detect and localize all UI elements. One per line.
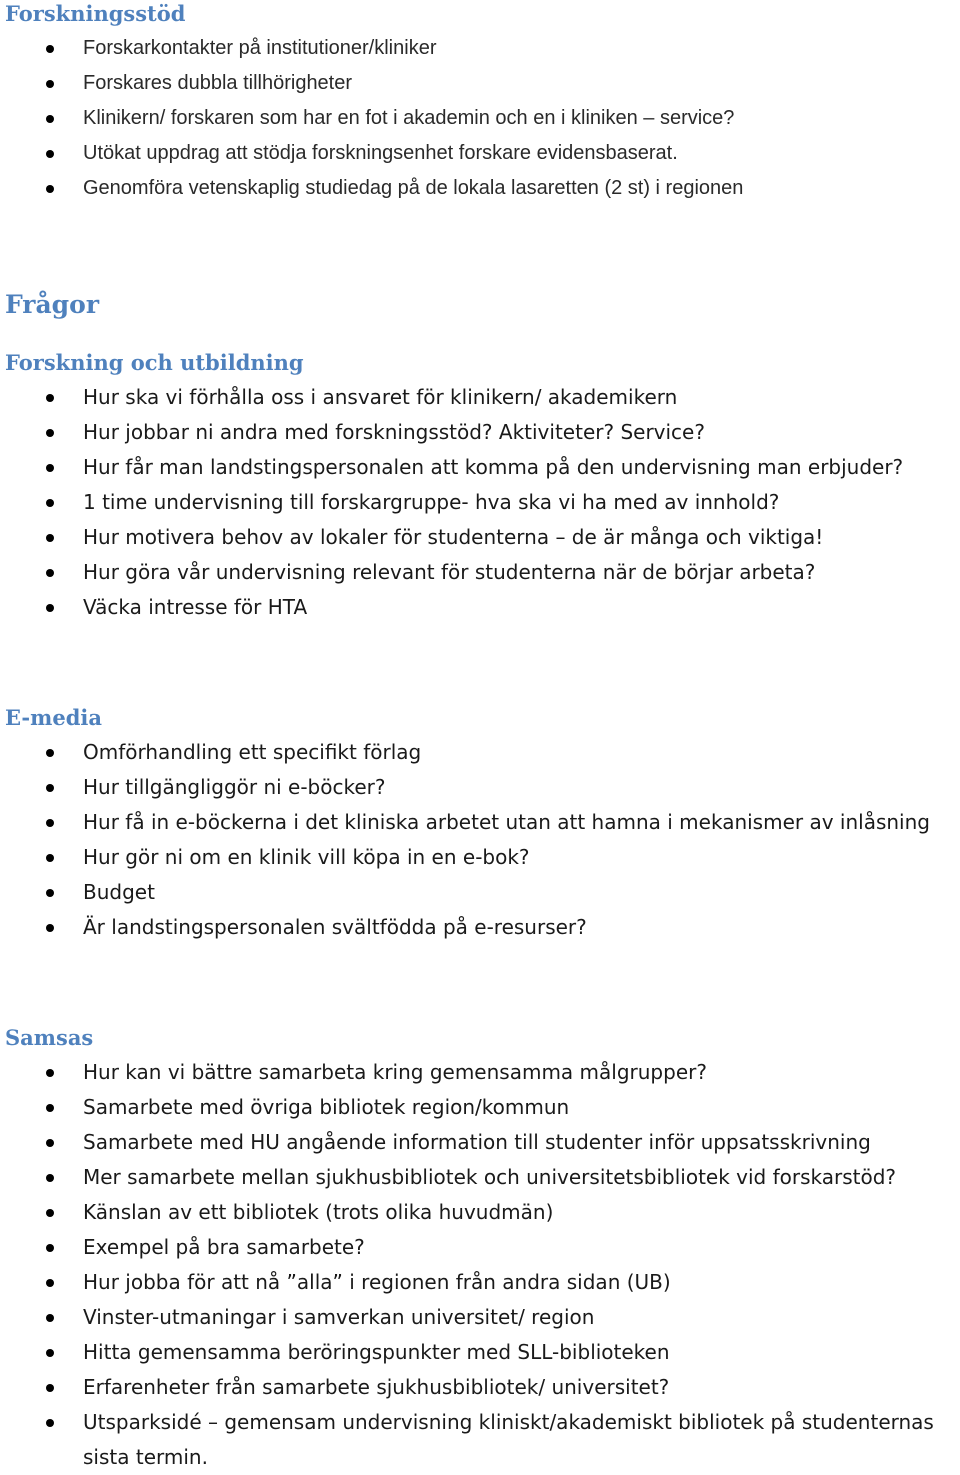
list-item-text: Budget: [83, 880, 155, 904]
list-item: [0, 31, 960, 66]
bullet-icon: [46, 464, 54, 472]
list-item-text: Vinster-utmaningar i samverkan universitet/ region: [83, 1305, 595, 1329]
list-item-text: Är landstingspersonalen svältfödda på e-resurser?: [83, 915, 587, 939]
list-item: [0, 555, 960, 590]
list-item: [0, 1090, 960, 1125]
heading-forskningsstod: Forskningsstöd: [5, 1, 186, 26]
bullet-icon: [46, 819, 54, 827]
list-forskning-och-utbildning: [0, 380, 960, 625]
list-item-text: Hitta gemensamma beröringspunkter med SLL-biblioteken: [83, 1340, 670, 1364]
bullet-icon: [46, 604, 54, 612]
list-item-text: Mer samarbete mellan sjukhusbibliotek och universitetsbibliotek vid forskarstöd?: [83, 1165, 897, 1189]
bullet-icon: [46, 749, 54, 757]
list-item: [0, 1230, 960, 1265]
list-item-text: Hur motivera behov av lokaler för studenterna – de är många och viktiga!: [83, 525, 824, 549]
bullet-icon: [46, 1419, 54, 1427]
list-item: [0, 735, 960, 770]
bullet-icon: [46, 889, 54, 897]
list-item-text: Väcka intresse för HTA: [83, 595, 308, 619]
list-item-text: Hur gör ni om en klinik vill köpa in en e-bok?: [83, 845, 530, 869]
list-item: [0, 520, 960, 555]
list-item: [0, 450, 960, 485]
list-item: [0, 1055, 960, 1090]
list-item: [0, 1405, 960, 1475]
list-item-text: Hur tillgängliggör ni e-böcker?: [83, 775, 386, 799]
bullet-icon: [46, 499, 54, 507]
bullet-icon: [46, 1244, 54, 1252]
list-item-text: Samarbete med övriga bibliotek region/kommun: [83, 1095, 570, 1119]
list-item-text: Utökat uppdrag att stödja forskningsenhet forskare evidensbaserat.: [83, 142, 678, 164]
list-item: [0, 136, 960, 171]
list-item-text: 1 time undervisning till forskargruppe- hva ska vi ha med av innhold?: [83, 490, 780, 514]
bullet-icon: [46, 1069, 54, 1077]
heading-samsas: Samsas: [5, 1025, 94, 1050]
bullet-icon: [46, 150, 54, 158]
list-item: [0, 1335, 960, 1370]
bullet-icon: [46, 1349, 54, 1357]
list-item-text: Genomföra vetenskaplig studiedag på de lokala lasaretten (2 st) i regionen: [83, 177, 744, 199]
bullet-icon: [46, 1209, 54, 1217]
list-item: [0, 1195, 960, 1230]
bullet-icon: [46, 45, 54, 53]
list-item-text: Forskarkontakter på institutioner/kliniker: [83, 37, 437, 59]
list-item: [0, 66, 960, 101]
bullet-icon: [46, 1314, 54, 1322]
list-item-text: Omförhandling ett specifikt förlag: [83, 740, 422, 764]
list-item: [0, 101, 960, 136]
list-item: [0, 1125, 960, 1160]
list-item-text: Forskares dubbla tillhörigheter: [83, 72, 353, 94]
list-item: [0, 590, 960, 625]
list-item-text: Hur kan vi bättre samarbeta kring gemensamma målgrupper?: [83, 1060, 707, 1084]
list-item-text: Hur göra vår undervisning relevant för studenterna när de börjar arbeta?: [83, 560, 816, 584]
list-item: [0, 1300, 960, 1335]
list-item: [0, 840, 960, 875]
bullet-icon: [46, 80, 54, 88]
bullet-icon: [46, 429, 54, 437]
list-item-text: Utsparksidé – gemensam undervisning kliniskt/akademiskt bibliotek på studenternas sista termin.: [83, 1410, 934, 1469]
list-item-text: Hur jobba för att nå ”alla” i regionen från andra sidan (UB): [83, 1270, 671, 1294]
list-item: [0, 1370, 960, 1405]
heading-e-media: E-media: [5, 705, 102, 730]
list-item-text: Hur ska vi förhålla oss i ansvaret för klinikern/ akademikern: [83, 385, 678, 409]
list-item-text: Samarbete med HU angående information till studenter inför uppsatsskrivning: [83, 1130, 871, 1154]
list-item-text: Känslan av ett bibliotek (trots olika huvudmän): [83, 1200, 554, 1224]
bullet-icon: [46, 784, 54, 792]
bullet-icon: [46, 854, 54, 862]
list-item-text: Exempel på bra samarbete?: [83, 1235, 365, 1259]
bullet-icon: [46, 1139, 54, 1147]
list-item: [0, 770, 960, 805]
heading-fragor: Frågor: [5, 290, 100, 319]
bullet-icon: [46, 534, 54, 542]
bullet-icon: [46, 1384, 54, 1392]
list-forskningsstod: [0, 31, 960, 206]
list-item-text: Hur få in e-böckerna i det kliniska arbetet utan att hamna i mekanismer av inlåsning: [83, 810, 930, 834]
bullet-icon: [46, 394, 54, 402]
list-item: [0, 380, 960, 415]
list-item-text: Klinikern/ forskaren som har en fot i akademin och en i kliniken – service?: [83, 107, 735, 129]
bullet-icon: [46, 115, 54, 123]
list-item: [0, 171, 960, 206]
list-item: [0, 415, 960, 450]
bullet-icon: [46, 1104, 54, 1112]
list-item: [0, 910, 960, 945]
list-item-text: Hur jobbar ni andra med forskningsstöd? Aktiviteter? Service?: [83, 420, 705, 444]
heading-forskning-och-utbildning: Forskning och utbildning: [5, 350, 304, 375]
list-samsas: [0, 1055, 960, 1475]
bullet-icon: [46, 1279, 54, 1287]
list-item-text: Erfarenheter från samarbete sjukhusbibliotek/ universitet?: [83, 1375, 670, 1399]
bullet-icon: [46, 569, 54, 577]
list-e-media: [0, 735, 960, 945]
list-item: [0, 1160, 960, 1195]
list-item-text: Hur får man landstingspersonalen att komma på den undervisning man erbjuder?: [83, 455, 904, 479]
list-item: [0, 1265, 960, 1300]
bullet-icon: [46, 924, 54, 932]
list-item: [0, 805, 960, 840]
list-item: [0, 875, 960, 910]
list-item: [0, 485, 960, 520]
bullet-icon: [46, 185, 54, 193]
bullet-icon: [46, 1174, 54, 1182]
